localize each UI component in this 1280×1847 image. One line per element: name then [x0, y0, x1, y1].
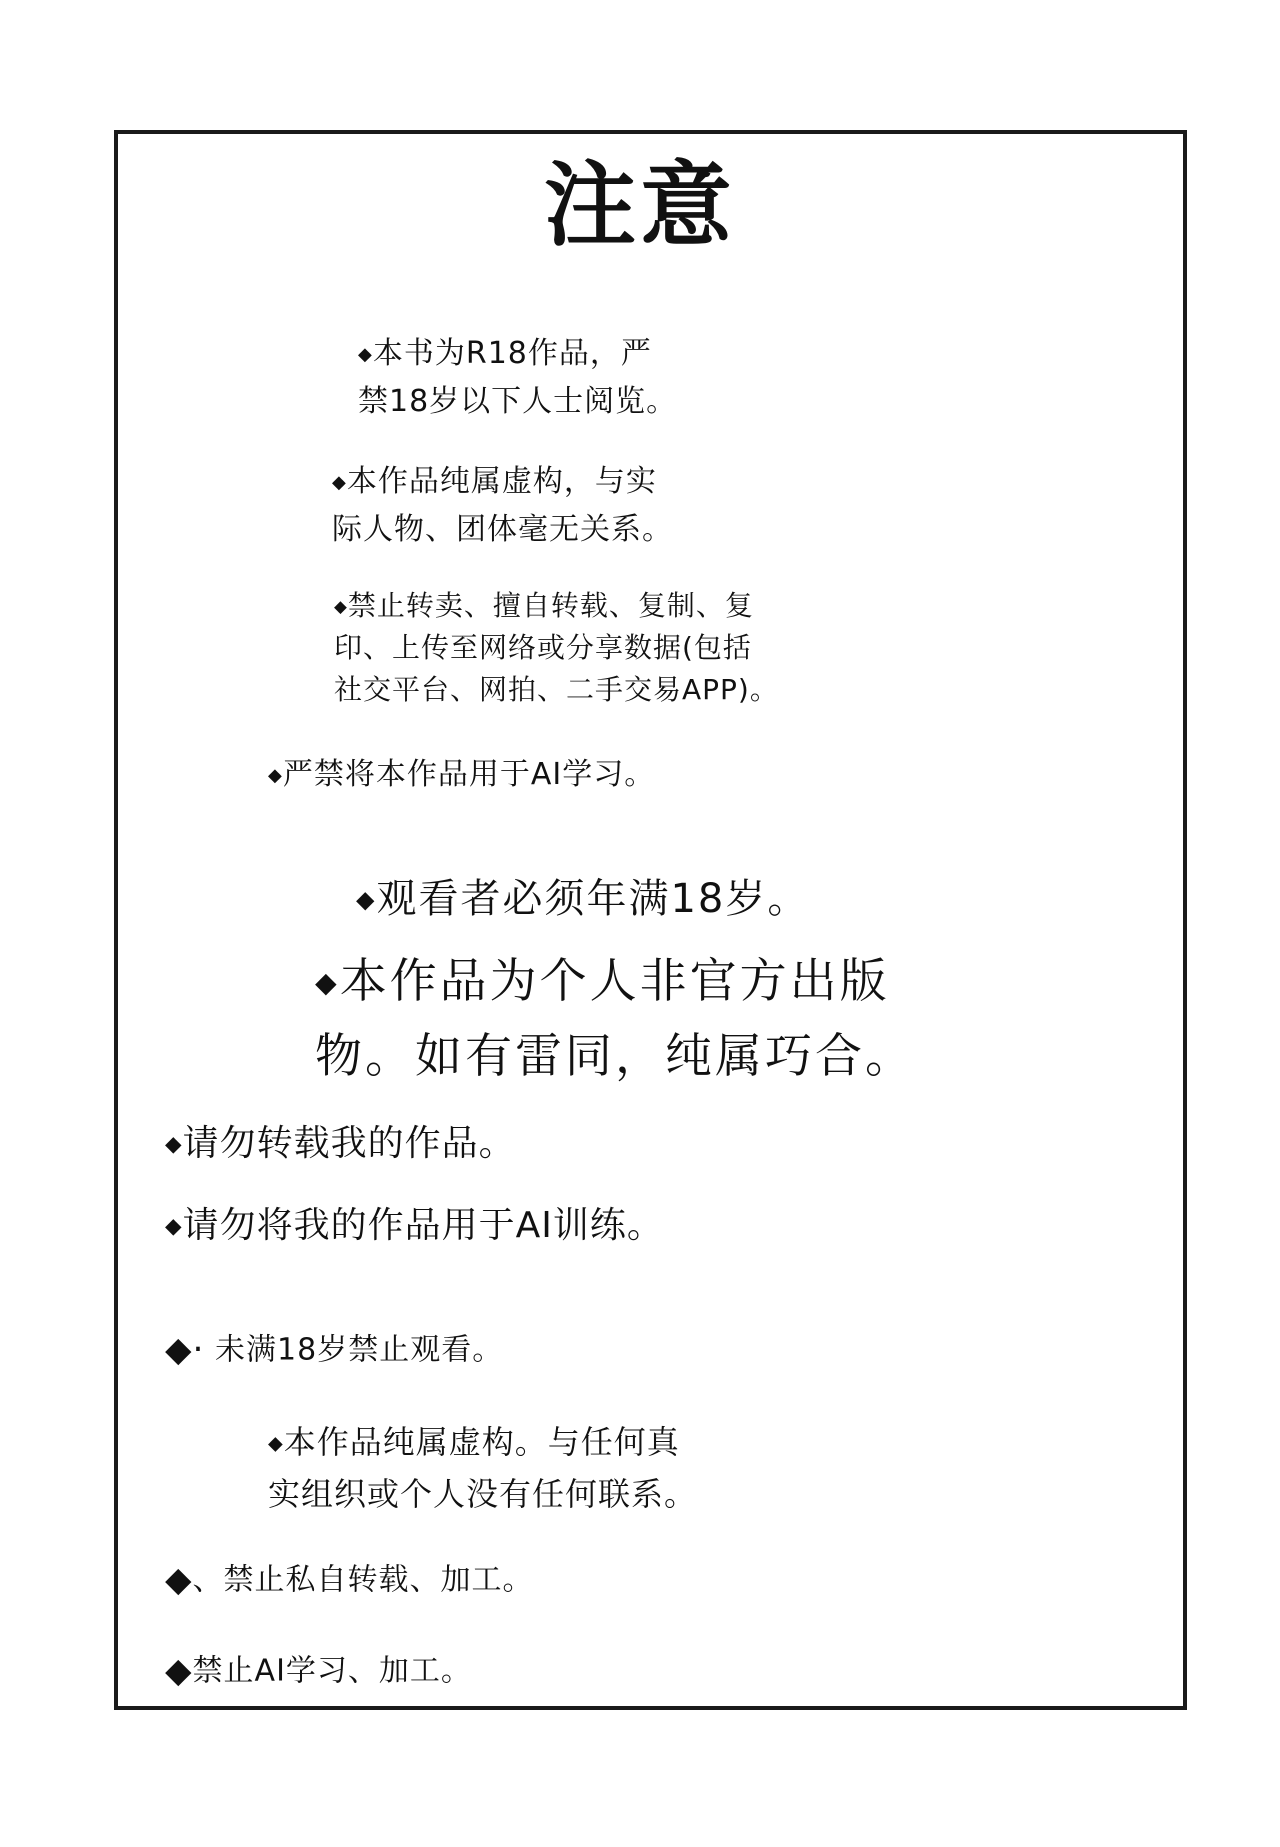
diamond-bullet-icon: ◆	[165, 1560, 193, 1600]
diamond-bullet-icon: ◆	[268, 764, 283, 786]
notice-item-no-ai-processing	[165, 1648, 472, 1694]
notice-item-no-repost	[165, 1118, 516, 1171]
notice-line: 观看者必须年满18岁。	[376, 876, 810, 922]
notice-line: 本作品纯属虚构。与任何真	[283, 1423, 680, 1461]
diamond-bullet-icon: ◆	[315, 965, 340, 999]
diamond-bullet-icon: ◆	[165, 1132, 183, 1158]
notice-line: 印、上传至网络或分享数据(包括	[334, 631, 752, 665]
notice-line: 本作品纯属虚构，与实	[346, 464, 657, 499]
diamond-bullet-icon: ◆	[268, 1431, 284, 1455]
notice-line: 禁18岁以下人士阅览。	[358, 383, 678, 419]
diamond-bullet-icon: ◆	[356, 885, 377, 914]
diamond-bullet-icon: ◆·	[165, 1330, 205, 1370]
notice-item-fiction-no-relation	[268, 1417, 697, 1519]
notice-item-age-requirement	[356, 870, 809, 929]
notice-line: 请勿将我的作品用于AI训练。	[182, 1205, 664, 1246]
notice-item-no-private-repost	[165, 1557, 534, 1603]
notice-line: 本作品为个人非官方出版	[339, 954, 890, 1009]
notice-item-no-ai-training	[165, 1200, 664, 1253]
diamond-bullet-icon: ◆	[165, 1651, 193, 1691]
notice-line: 禁止AI学习、加工。	[192, 1653, 472, 1689]
notice-item-under-18-prohibited	[165, 1327, 503, 1373]
notice-item-no-redistribution	[334, 585, 779, 711]
notice-item-r18	[358, 330, 677, 425]
notice-line: 、禁止私自转载、加工。	[192, 1562, 534, 1598]
notice-line: 请勿转载我的作品。	[182, 1123, 516, 1164]
notice-line: 物。如有雷同，纯属巧合。	[315, 1028, 915, 1084]
notice-line: 本书为R18作品，严	[372, 336, 652, 371]
notice-line: 实组织或个人没有任何联系。	[268, 1474, 698, 1513]
notice-line: 社交平台、网拍、二手交易APP)。	[334, 673, 779, 707]
diamond-bullet-icon: ◆	[332, 471, 347, 493]
notice-line: 际人物、团体毫无关系。	[332, 511, 673, 547]
notice-line: 未满18岁禁止观看。	[204, 1332, 504, 1368]
notice-item-fiction	[332, 458, 673, 553]
notice-line: 禁止转卖、擅自转载、复制、复	[347, 589, 754, 623]
diamond-bullet-icon: ◆	[165, 1214, 183, 1240]
diamond-bullet-icon: ◆	[358, 343, 373, 365]
diamond-bullet-icon: ◆	[334, 596, 348, 616]
notice-line: 严禁将本作品用于AI学习。	[282, 757, 656, 792]
notice-title: 注意	[543, 152, 736, 259]
notice-item-unofficial	[315, 945, 915, 1094]
notice-item-no-ai-learning	[268, 752, 655, 799]
